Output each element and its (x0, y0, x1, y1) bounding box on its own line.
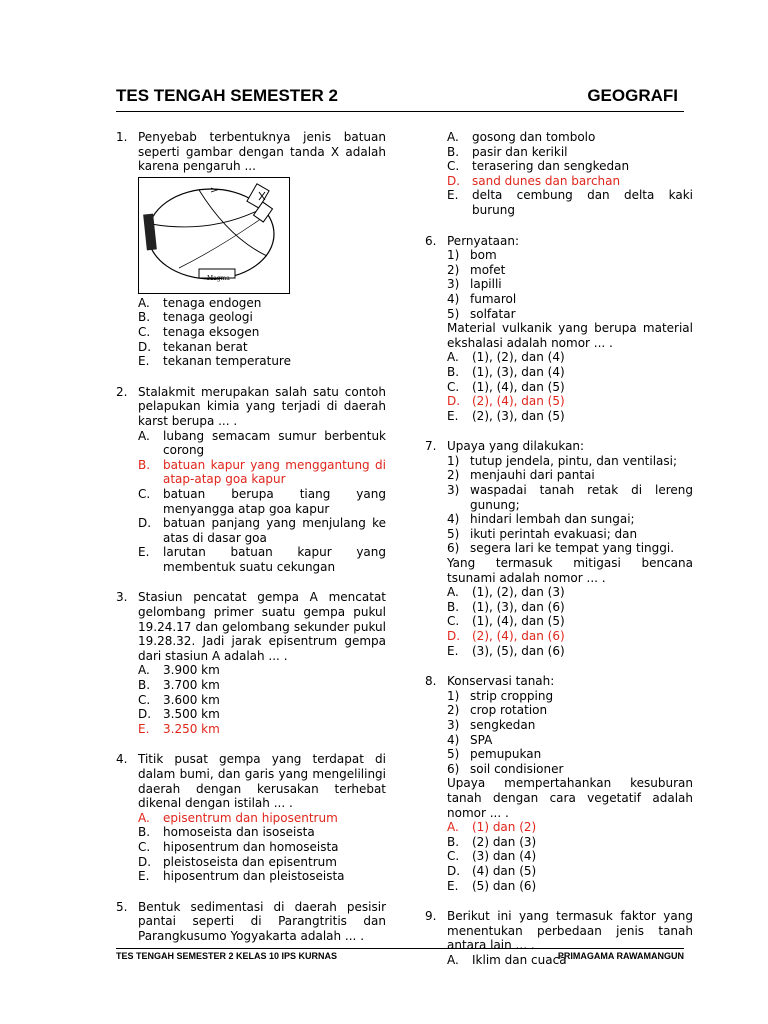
option-d-answer: D. (2), (4), dan (6) (447, 629, 565, 643)
option-d: D. tekanan berat (138, 339, 248, 354)
subject-title: GEOGRAFI (587, 86, 678, 105)
statement-item: 3) lapilli (447, 277, 502, 292)
option-b: B. pasir dan kerikil (447, 144, 568, 159)
option-e: E. (5) dan (6) (447, 878, 537, 893)
statement-item: 1) strip cropping (447, 688, 554, 703)
option-b-answer: B. batuan kapur yang menggantung di atap-atap goa kapur (138, 457, 386, 487)
option-d-answer: D. sand dunes dan barchan (447, 173, 621, 188)
option-b: B. (1), (3), dan (6) (447, 599, 565, 614)
statement-item: 3) waspadai tanah retak di lereng gunung; (447, 483, 693, 512)
question-5 (116, 900, 386, 944)
statement-item: 6) segera lari ke tempat yang tinggi. (447, 541, 675, 556)
option-b: B. (2) dan (3) (447, 834, 537, 849)
option-e: E. (3), (5), dan (6) (447, 643, 565, 658)
question-number: 4. (116, 752, 128, 767)
option-a: A. Iklim dan cuaca (447, 952, 567, 967)
option-b: B. 3.700 km (138, 678, 220, 693)
statement-item: 1) bom (447, 248, 497, 263)
rock-cycle-figure (138, 177, 290, 294)
question-number: 1. (116, 130, 128, 144)
statement-item: 4) SPA (447, 732, 493, 747)
statement-item: 6) soil condisioner (447, 761, 564, 776)
option-c: C. (1), (4), dan (5) (447, 614, 565, 629)
question-prompt: Upaya mempertahankan kesuburan tanah dengan cara vegetatif adalah nomor ... . (447, 776, 693, 820)
option-c: C. (3) dan (4) (447, 849, 537, 864)
option-e-answer: E. 3.250 km (138, 721, 220, 736)
question-number: 6. (425, 233, 437, 248)
question-6 (425, 234, 693, 424)
statement-item: 2) mofet (447, 262, 506, 277)
option-e: E. tekanan temperature (138, 354, 291, 369)
question-4 (116, 752, 386, 883)
option-a-answer: A. episentrum dan hiposentrum (138, 810, 338, 825)
question-number: 2. (116, 384, 128, 399)
question-text: Titik pusat gempa yang terdapat di dalam bumi, dan garis yang mengelilingi daerah dengan kerusakan terhebat dikenal dengan istilah ... . (138, 752, 386, 811)
question-text: Bentuk sedimentasi di daerah pesisir pantai seperti di Parangtritis dan Parangkusumo Yogyakarta adalah ... . (138, 899, 386, 943)
option-b: B. homoseista dan isoseista (138, 825, 315, 840)
statement-item: 2) crop rotation (447, 703, 548, 718)
page-header (116, 86, 678, 106)
option-b: B. tenaga geologi (138, 310, 253, 325)
option-a: A. tenaga endogen (138, 295, 262, 310)
question-prompt: Yang termasuk mitigasi bencana tsunami adalah nomor ... . (447, 556, 693, 585)
option-d: D. (4) dan (5) (447, 863, 537, 878)
left-column (116, 130, 386, 944)
question-2 (116, 385, 386, 575)
footer-divider (116, 948, 684, 949)
question-5-options (425, 130, 693, 218)
question-text: Pernyataan: (447, 233, 520, 248)
question-7 (425, 439, 693, 658)
statement-item: 3) sengkedan (447, 717, 536, 732)
footer-exam-info: TES TENGAH SEMESTER 2 KELAS 10 IPS KURNAS (116, 951, 338, 961)
question-number: 7. (425, 439, 437, 454)
option-c: C. tenaga eksogen (138, 324, 260, 339)
option-a: A. lubang semacam sumur berbentuk corong (138, 428, 386, 458)
exam-title: TES TENGAH SEMESTER 2 (116, 86, 338, 105)
question-8 (425, 674, 693, 893)
question-3 (116, 590, 386, 736)
option-c: C. hiposentrum dan homoseista (138, 839, 339, 854)
statement-item: 4) hindari lembah dan sungai; (447, 512, 635, 527)
question-number: 3. (116, 590, 128, 605)
option-c: C. batuan berupa tiang yang menyangga atap goa kapur (138, 486, 386, 516)
option-e: E. larutan batuan kapur yang membentuk suatu cekungan (138, 545, 386, 574)
question-text: Stasiun pencatat gempa A mencatat gelombang primer suatu gempa pukul 19.24.17 dan gelombang sekunder pukul 19.28.32. Jadi jarak episentrum gempa dari stasiun A adalah ... . (138, 590, 386, 663)
option-a: A. (1), (2), dan (4) (447, 350, 565, 365)
option-a: A. gosong dan tombolo (447, 130, 596, 144)
option-a: A. (1), (2), dan (3) (447, 585, 565, 600)
option-d: D. 3.500 km (138, 707, 220, 722)
question-text: Upaya yang dilakukan: (447, 439, 585, 454)
option-c: C. terasering dan sengkedan (447, 159, 630, 174)
option-e: E. (2), (3), dan (5) (447, 408, 565, 423)
page-footer (116, 951, 684, 961)
option-d-answer: D. (2), (4), dan (5) (447, 394, 565, 409)
option-e: E. hiposentrum dan pleistoseista (138, 869, 345, 884)
question-number: 5. (116, 899, 128, 914)
option-a: A. 3.900 km (138, 663, 220, 678)
question-prompt: Material vulkanik yang berupa material ekshalasi adalah nomor ... . (447, 321, 693, 350)
question-text: Berikut ini yang termasuk faktor yang menentukan perbedaan jenis tanah antara lain ... . (447, 909, 693, 953)
statement-item: 4) fumarol (447, 291, 517, 306)
option-e: E. delta cembung dan delta kaki burung (447, 188, 693, 217)
option-d: D. pleistoseista dan episentrum (138, 854, 337, 869)
option-b: B. (1), (3), dan (4) (447, 364, 565, 379)
option-d: D. batuan panjang yang menjulang ke atas di dasar goa (138, 516, 386, 545)
statement-item: 2) menjauhi dari pantai (447, 468, 595, 483)
right-column (425, 130, 693, 967)
question-1 (116, 130, 386, 369)
option-c: C. (1), (4), dan (5) (447, 379, 565, 394)
statement-item: 1) tutup jendela, pintu, dan ventilasi; (447, 453, 678, 468)
question-number: 8. (425, 674, 437, 689)
question-text: Stalakmit merupakan salah satu contoh pelapukan kimia yang terjadi di daerah karst berupa ... . (138, 384, 386, 428)
question-number: 9. (425, 909, 437, 924)
header-divider (116, 111, 684, 112)
footer-institution: PRIMAGAMA RAWAMANGUN (557, 951, 684, 961)
magma-label: Magma (207, 274, 230, 282)
question-text: Penyebab terbentuknya jenis batuan seperti gambar dengan tanda X adalah karena pengaruh ... (138, 130, 386, 174)
statement-item: 5) solfatar (447, 306, 516, 321)
option-c: C. 3.600 km (138, 692, 220, 707)
statement-item: 5) ikuti perintah evakuasi; dan (447, 526, 638, 541)
question-text: Konservasi tanah: (447, 674, 555, 689)
statement-item: 5) pemupukan (447, 747, 542, 762)
option-a-answer: A. (1) dan (2) (447, 820, 537, 835)
